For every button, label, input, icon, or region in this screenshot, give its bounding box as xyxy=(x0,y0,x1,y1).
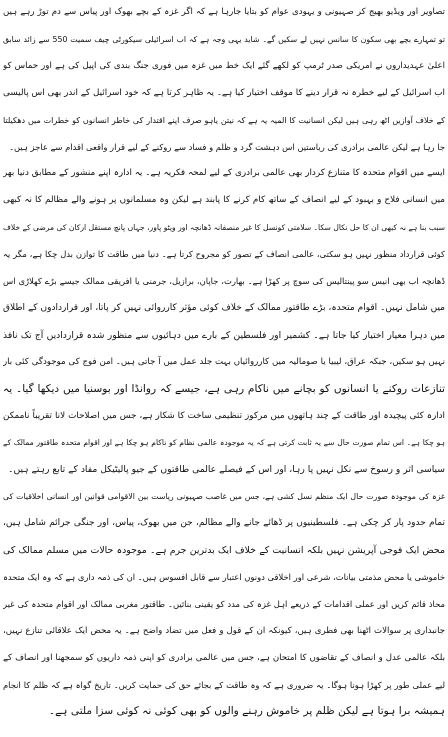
text-line: سبب بنا ہے نہ کبھی ان کا حل نکال سکا۔ سلامتی کونسل کا غیر منصفانہ ڈھانچہ اور ویٹو پاور، جہاں پانچ مستقل ارکان کی مرضی کے خلاف xyxy=(3,223,445,232)
text-line: تمام حدود پار کر چکی ہے۔ فلسطینیوں پر ڈھائے جانے والے مظالم، جن میں بھوک، پیاس، اور جنگی جرائم شامل ہیں، xyxy=(3,518,445,528)
text-line: ڈھانچہ اب بھی انیس سو پینتالیس کی سوچ پر کھڑا ہے۔ بھارت، جاپان، برازیل، جرمنی یا افریقی ممالک جیسے بڑے کھلاڑی اس xyxy=(3,276,445,286)
text-line: تو تمہارے بچے بھی سکون کا سانس نہیں لے سکیں گے۔ شاید یہی وجہ ہے کہ اب اسرائیلی سیکورٹی چیف سمیت 550 سے زائد سابق xyxy=(3,35,445,44)
text-line: محاذ قائم کریں اور عملی اقدامات کے ذریعے اہل غزہ کی مدد کو یقینی بنائیں۔ طاقتور مغربی ممالک اور اقوام متحدہ کی غیر xyxy=(3,599,445,609)
text-line: تصاویر اور ویڈیو بھیج کر صہیونی و یہودی عوام کو بتایا جارہا ہے کہ اگر غزہ کے بچے بھوک اور پیاس سے دم توڑ رہے ہیں xyxy=(3,7,445,17)
text-line: بلکہ عالمی عدل و انصاف کے تقاضوں کا امتحان ہے، جس میں عالمی برادری کو اپنی ذمہ داریوں کو سمجھنا اور انصاف کے xyxy=(3,653,445,663)
text-line: اعلیٰ عہدیداروں نے امریکی صدر ٹرمپ کو لکھے گئے ایک خط میں غزہ میں فوری جنگ بندی کی اپیل کی ہے اور حماس کو xyxy=(3,61,445,71)
text-line: ہو چکا ہے۔ اس تمام صورت حال سے یہ ثابت کرتی ہے کہ یہ موجودہ عالمی نظام کو ناکام ہو چکا ہے اور اقوام متحدہ طاقتور ممالک کے xyxy=(3,438,445,447)
text-line: میں انسانی فلاح و بہبود کے لیے انصاف کے ساتھ کام کرنے کا پابند ہے لیکن وہ مسلمانوں پر ہونے والے مظالم کا نہ کبھی xyxy=(3,195,445,205)
text-line: نہیں ہو سکیں، جبکہ عراق، لیبیا یا صومالیہ میں کارروائیاں بہت جلد عمل میں آ جاتی ہیں۔ امن فوج کی موجودگی کئی بار xyxy=(3,357,445,367)
text-line: محض ایک فوجی آپریشن نہیں بلکہ انسانیت کے خلاف ایک بدترین جرم ہے۔ موجودہ حالات میں مسلم ممالک کی xyxy=(3,545,445,556)
text-line: سیاسی اثر و رسوخ سے نکل نہیں پا رہا، اور اس کے فیصلے عالمی طاقتوں کے جیو پالیٹیکل مفاد کے تابع رہتے ہیں۔ xyxy=(8,464,445,475)
article-page xyxy=(3,3,445,734)
text-line: میں دہرا معیار اختیار کیا جاتا ہے۔ کشمیر اور فلسطین کے بارے میں دہائیوں سے منظور شدہ قراردادیں آج تک نافذ xyxy=(3,330,445,341)
text-line: تنازعات روکنے یا انسانوں کو بچانے میں ناکام رہی ہے، جیسے کہ روانڈا اور بوسنیا میں دیکھا گیا۔ یہ xyxy=(3,383,445,395)
text-line: لیے عملی طور پر کھڑا ہونا ہوگا۔ یہ ضروری ہے کہ وہ طاقت کے بجائے حق کی حمایت کریں۔ تاریخ گواہ ہے کہ ظلم کا انجام xyxy=(3,680,445,690)
text-line: کوئی قرارداد منظور نہیں ہو سکتی، عالمی انصاف کے تصور کو مجروح کرتا ہے۔ دنیا میں طاقت کا توازن بدل چکا ہے، مگر یہ xyxy=(3,249,445,259)
text-line: کے خلاف آوازیں اٹھ رہی ہیں لیکن انسانیت کا المیہ یہ ہے کہ نیتن یاہو صرف اپنے اقتدار کی خاطر انسانوں کو خطرات میں دھکیلتا xyxy=(3,116,445,125)
text-line: ادارہ کئی پیچیدہ اور طاقت کے چند ہاتھوں میں مرکوز تنظیمی ساخت کا شکار ہے، جس میں اصلاحات لانا تقریباً ناممکن xyxy=(3,411,445,421)
text-line: جا رہا ہے لیکن عالمی برادری کی ریاستیں اس دہشت گرد و ظلم و فساد سے روکنے کے لیے قرار واقعی اقدام سے عاجز ہیں۔ xyxy=(9,142,445,152)
text-line: ہمیشہ برا ہوتا ہے لیکن ظلم پر خاموش رہنے والوں کو بھی کوئی نہ کوئی سزا ملتی ہے۔ xyxy=(48,705,445,717)
text-line: غزہ کی موجودہ صورت حال ایک منظم نسل کشی ہے، جس میں غاصب صہیونی ریاست بین الاقوامی قوانین اور انسانی اخلاقیات کی xyxy=(3,492,445,501)
text-line: ایسے میں اقوام متحدہ کا متنازع کردار بھی عالمی برادری کے لیے لمحہ فکریہ ہے۔ یہ ادارہ اپنے منشور کے مطابق دنیا بھر xyxy=(3,168,445,178)
text-line: جانبداری پر سوالات اٹھنا بھی فطری ہیں، کیونکہ ان کے قول و فعل میں تضاد واضح ہے۔ یہ محض ایک علاقائی تنازع نہیں، xyxy=(3,626,445,636)
text-line: اب اسرائیل کے لیے خطرہ نہ قرار دینے کا موقف اختیار کیا ہے۔ یہ ظاہر کرتا ہے کہ خود اسرائیل کے اندر بھی اس پالیسی xyxy=(3,88,445,98)
text-line: میں شامل نہیں۔ اقوام متحدہ، بڑے طاقتور ممالک کے خلاف کوئی مؤثر کارروائی نہیں کر پاتا، اور قراردادوں کے اطلاق xyxy=(3,303,445,313)
text-line: خاموشی یا محض مذمتی بیانات، شرعی اور اخلاقی دونوں اعتبار سے قابل افسوس ہیں۔ ان کی ذمہ داری ہے کہ وہ ایک متحدہ xyxy=(3,572,445,582)
